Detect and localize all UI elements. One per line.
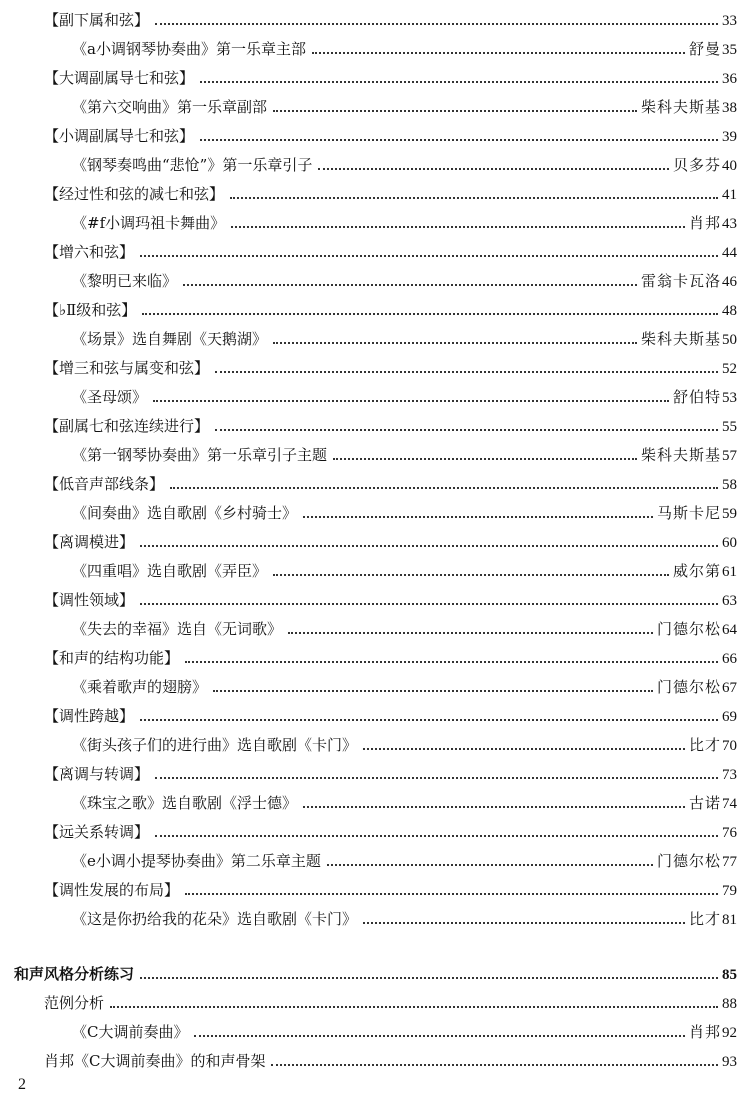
toc-entry-title: 【小调副属导七和弦】 [44,127,195,145]
dot-leader [155,777,718,779]
toc-entry-title: 【经过性和弦的减七和弦】 [44,185,225,203]
dot-leader [185,661,718,663]
toc-entry-title: 《圣母颂》 [72,388,148,406]
toc-entry-page: 48 [722,303,737,319]
toc-entry [44,822,737,843]
toc-entry-composer: 肖邦 [688,1023,721,1041]
toc-entry [72,619,737,640]
toc-entry-page: 38 [722,100,737,116]
toc-entry-page: 60 [722,535,737,551]
dot-leader [273,110,637,112]
dot-leader [170,487,718,489]
toc-entry-title: 肖邦《C大调前奏曲》的和声骨架 [44,1052,266,1070]
toc-entry [72,561,737,582]
toc-entry [72,213,737,234]
toc-entry [72,793,737,814]
dot-leader [140,719,718,721]
toc-entry-page: 40 [722,158,737,174]
toc-entry-composer: 柴科夫斯基 [640,446,721,464]
toc-entry-page: 41 [722,187,737,203]
dot-leader [213,690,653,692]
toc-entry-title: 【副属七和弦连续进行】 [44,417,210,435]
toc-entry [44,358,737,379]
toc-entry-page: 33 [722,13,737,29]
toc-entry-page: 64 [722,622,737,638]
toc-entry-title: 《钢琴奏鸣曲“悲怆”》第一乐章引子 [72,156,313,174]
toc-entry-composer: 舒伯特 [672,388,721,406]
dot-leader [363,748,685,750]
toc-entry [72,851,737,872]
toc-entry-title: 《#f小调玛祖卡舞曲》 [72,214,226,232]
toc-entry-title: 【远关系转调】 [44,823,150,841]
dot-leader [140,603,718,605]
dot-leader [303,806,685,808]
toc-entry-title: 《间奏曲》选自歌剧《乡村骑士》 [72,504,298,522]
toc-entry-title: 《珠宝之歌》选自歌剧《浮士德》 [72,794,298,812]
toc-entry-page: 92 [722,1025,737,1041]
toc-entry [72,677,737,698]
toc-entry-title: 【离调模进】 [44,533,135,551]
toc-entry [72,445,737,466]
toc-entry-title: 【♭Ⅱ级和弦】 [44,301,137,319]
dot-leader [303,516,653,518]
toc-entry-title: 【增三和弦与属变和弦】 [44,359,210,377]
toc-entry [44,126,737,147]
toc-entry [44,648,737,669]
toc-entry-composer: 门德尔松 [656,852,721,870]
toc-entry [72,1022,737,1043]
dot-leader [194,1035,685,1037]
dot-leader [273,574,669,576]
toc-entry-page: 73 [722,767,737,783]
toc-entry-title: 《黎明已来临》 [72,272,178,290]
toc-entry-title: 《第一钢琴协奏曲》第一乐章引子主题 [72,446,328,464]
dot-leader [288,632,653,634]
dot-leader [140,977,718,979]
dot-leader [363,922,685,924]
toc-entry-composer: 比才 [688,910,721,928]
dot-leader [155,835,718,837]
toc-entry-title: 《失去的幸福》选自《无词歌》 [72,620,283,638]
dot-leader [200,139,718,141]
toc-entry [44,300,737,321]
dot-leader [231,226,685,228]
dot-leader [318,168,669,170]
dot-leader [327,864,653,866]
toc-entry [72,329,737,350]
toc-entry-composer: 肖邦 [688,214,721,232]
toc-entry [44,184,737,205]
toc-entry-title: 【大调副属导七和弦】 [44,69,195,87]
toc-entry-page: 52 [722,361,737,377]
dot-leader [273,342,637,344]
toc-entry-title: 《e小调小提琴协奏曲》第二乐章主题 [72,852,321,870]
dot-leader [153,400,669,402]
toc-entry-page: 61 [722,564,737,580]
dot-leader [140,545,718,547]
toc-entry [72,97,737,118]
dot-leader [215,371,718,373]
toc-entry-title: 【调性领域】 [44,591,135,609]
toc-entry-title: 【增六和弦】 [44,243,135,261]
toc-entry-page: 53 [722,390,737,406]
toc-entry-title: 【调性发展的布局】 [44,881,180,899]
toc-entry-title: 【副下属和弦】 [44,11,150,29]
toc-entry [72,271,737,292]
dot-leader [183,284,637,286]
dot-leader [312,52,685,54]
dot-leader [140,255,718,257]
page-number: 2 [18,1076,26,1093]
toc-entry [44,10,737,31]
toc-entry-page: 43 [722,216,737,232]
toc-entry-composer: 柴科夫斯基 [640,98,721,116]
toc-entry-page: 55 [722,419,737,435]
toc-entry-page: 59 [722,506,737,522]
toc-entry-composer: 比才 [688,736,721,754]
toc-entry [72,155,737,176]
toc-entry [44,706,737,727]
toc-entry [72,909,737,930]
toc-entry-title: 《C大调前奏曲》 [72,1023,189,1041]
toc-entry-composer: 柴科夫斯基 [640,330,721,348]
toc-entry-composer: 门德尔松 [656,620,721,638]
toc-entry-title: 《街头孩子们的进行曲》选自歌剧《卡门》 [72,736,358,754]
toc-entry [72,387,737,408]
toc-entry [44,532,737,553]
toc-entry-composer: 舒曼 [688,40,721,58]
toc-entry-page: 35 [722,42,737,58]
toc-entry [72,735,737,756]
dot-leader [142,313,718,315]
toc-entry-title: 范例分析 [44,994,105,1012]
toc-entry-page: 69 [722,709,737,725]
toc-entry-page: 77 [722,854,737,870]
toc-entry-title: 【和声的结构功能】 [44,649,180,667]
toc-entry-composer: 门德尔松 [656,678,721,696]
dot-leader [185,893,718,895]
toc-entry-page: 93 [722,1054,737,1070]
toc-entry [44,993,737,1014]
toc-entry [44,68,737,89]
toc-entry-page: 74 [722,796,737,812]
toc-entry-page: 50 [722,332,737,348]
toc-entry-page: 70 [722,738,737,754]
toc-entry [44,242,737,263]
toc-entry-title: 【调性跨越】 [44,707,135,725]
toc-entry-title: 《这是你扔给我的花朵》选自歌剧《卡门》 [72,910,358,928]
toc-entry-page: 36 [722,71,737,87]
dot-leader [230,197,718,199]
toc-entry-page: 76 [722,825,737,841]
dot-leader [110,1006,718,1008]
toc-entry-page: 85 [722,967,737,983]
toc-entry-page: 44 [722,245,737,261]
toc-entry-page: 88 [722,996,737,1012]
toc-entry [44,590,737,611]
toc-entry [44,880,737,901]
dot-leader [155,23,718,25]
toc-entry-title: 和声风格分析练习 [14,965,135,983]
toc-entry [72,39,737,60]
toc-entry-title: 《第六交响曲》第一乐章副部 [72,98,268,116]
toc-entry-composer: 古诺 [688,794,721,812]
toc-entry-composer: 雷翁卡瓦洛 [640,272,721,290]
toc-section-heading [14,964,737,985]
toc-entry-composer: 马斯卡尼 [656,504,721,522]
toc-entry [72,503,737,524]
toc-entry-composer: 贝多芬 [672,156,721,174]
toc-entry-title: 《四重唱》选自歌剧《弄臣》 [72,562,268,580]
toc-entry-page: 39 [722,129,737,145]
toc-entry [44,474,737,495]
toc-entry-title: 《a小调钢琴协奏曲》第一乐章主部 [72,40,306,58]
toc-entry-page: 46 [722,274,737,290]
dot-leader [200,81,718,83]
toc-entry-page: 67 [722,680,737,696]
dot-leader [271,1064,718,1066]
toc-entry-title: 【低音声部线条】 [44,475,165,493]
toc-entry-page: 57 [722,448,737,464]
toc-entry-page: 79 [722,883,737,899]
toc-entry-page: 58 [722,477,737,493]
toc-entry-title: 《场景》选自舞剧《天鹅湖》 [72,330,268,348]
toc-entry-page: 63 [722,593,737,609]
toc-entry [44,416,737,437]
toc-entry [44,1051,737,1072]
toc-entry-title: 《乘着歌声的翅膀》 [72,678,208,696]
toc-entry-page: 81 [722,912,737,928]
toc-entry-title: 【离调与转调】 [44,765,150,783]
toc-entry-composer: 威尔第 [672,562,721,580]
dot-leader [215,429,718,431]
toc-entry [44,764,737,785]
toc-entry-page: 66 [722,651,737,667]
dot-leader [333,458,637,460]
